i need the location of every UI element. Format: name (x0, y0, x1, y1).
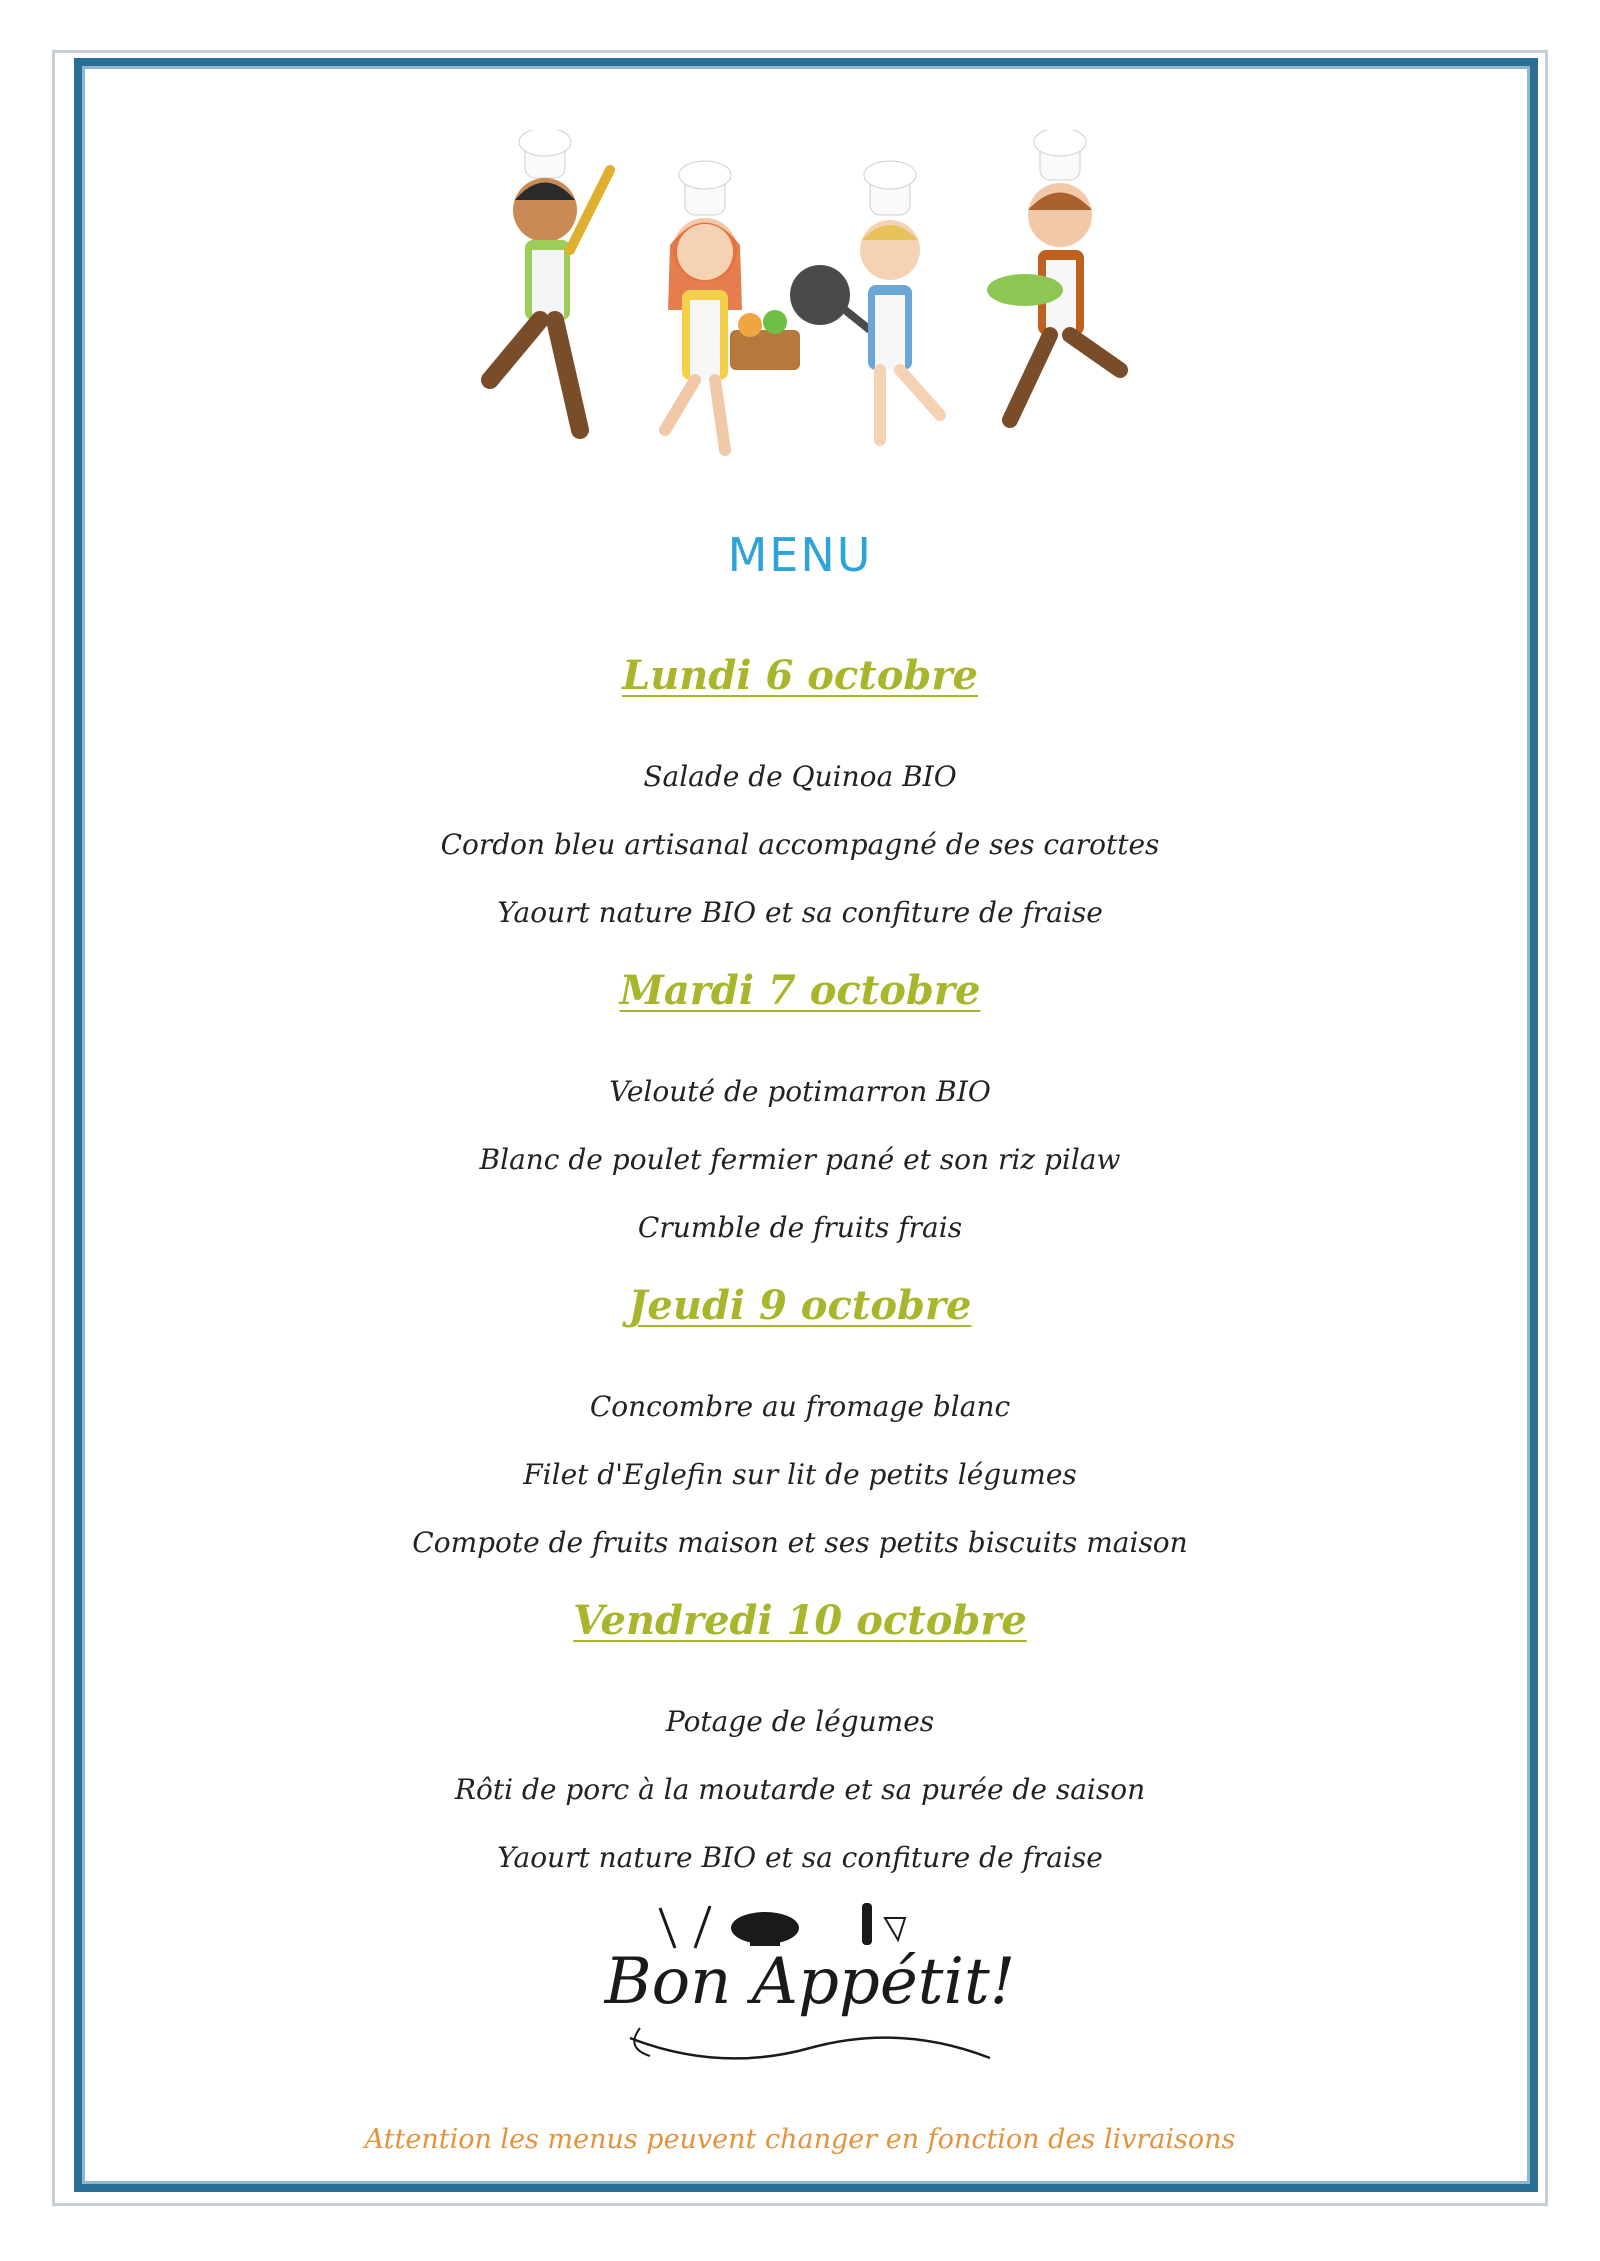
chef-girl-frying-pan (790, 161, 940, 440)
chef-girl-vegetable-basket (665, 161, 800, 450)
dish-item: Salade de Quinoa BIO (643, 760, 957, 793)
day-title-lundi: Lundi 6 octobre (622, 652, 978, 699)
dish-item: Compote de fruits maison et ses petits biscuits maison (412, 1526, 1188, 1559)
dish-item: Potage de légumes (665, 1705, 935, 1738)
dish-item: Velouté de potimarron BIO (609, 1075, 991, 1108)
menu-title: MENU (727, 528, 873, 582)
dish-item: Yaourt nature BIO et sa confiture de fraise (497, 896, 1103, 929)
dish-item: Concombre au fromage blanc (589, 1390, 1011, 1423)
kid-chefs-illustration (470, 130, 1140, 470)
day-title-vendredi: Vendredi 10 octobre (573, 1597, 1027, 1644)
dish-item: Rôti de porc à la moutarde et sa purée de saison (454, 1773, 1146, 1806)
dish-item: Blanc de poulet fermier pané et son riz pilaw (479, 1143, 1121, 1176)
dish-item: Yaourt nature BIO et sa confiture de fraise (497, 1841, 1103, 1874)
footer-note: Attention les menus peuvent changer en fonction des livraisons (364, 2124, 1236, 2155)
day-title-mardi: Mardi 7 octobre (619, 967, 981, 1014)
dish-item: Cordon bleu artisanal accompagné de ses carottes (440, 828, 1160, 861)
chef-boy-salad-bowl (987, 130, 1120, 420)
bon-appetit-logo (600, 1898, 1020, 2078)
day-title-jeudi: Jeudi 9 octobre (628, 1282, 972, 1329)
chef-boy-rolling-pin (490, 130, 610, 430)
bon-appetit-text: Bon Appétit! (604, 1945, 1016, 2019)
dish-item: Crumble de fruits frais (637, 1211, 963, 1244)
dish-item: Filet d'Eglefin sur lit de petits légumes (523, 1458, 1077, 1491)
